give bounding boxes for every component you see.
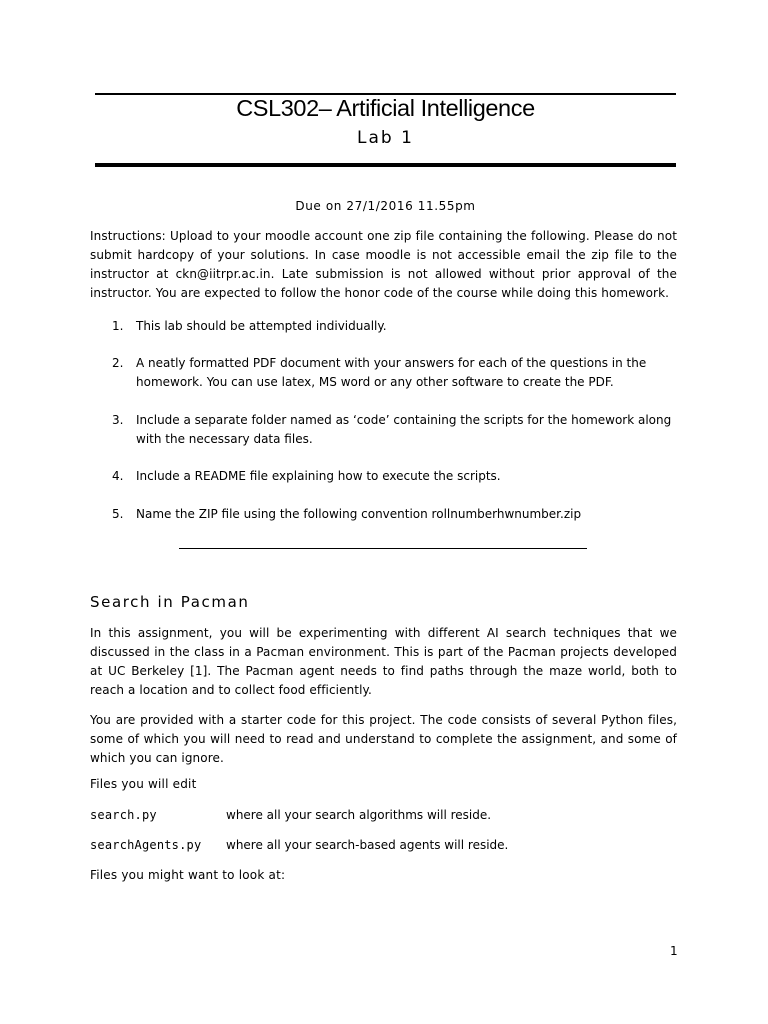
list-item-number: 1. bbox=[112, 319, 124, 333]
course-title: CSL302– Artificial Intelligence bbox=[236, 95, 535, 121]
file-name: search.py bbox=[90, 808, 157, 822]
list-item-number: 3. bbox=[112, 413, 124, 427]
section-heading: Search in Pacman bbox=[90, 593, 250, 611]
starter-code-paragraph: You are provided with a starter code for this project. The code consists of several Python files, some of which you will need to read and understand to complete the assignment, and some of which you can ignore. bbox=[90, 713, 677, 765]
file-description: where all your search-based agents will reside. bbox=[226, 838, 509, 852]
list-item-text: This lab should be attempted individually. bbox=[136, 319, 387, 333]
section-divider bbox=[179, 548, 587, 549]
lab-subtitle: Lab 1 bbox=[357, 128, 414, 148]
list-item-text: Include a separate folder named as ‘code’ containing the scripts for the homework along with the necessary data files. bbox=[136, 413, 672, 446]
list-item-number: 2. bbox=[112, 356, 124, 370]
list-item-text: Include a README file explaining how to execute the scripts. bbox=[136, 469, 501, 483]
list-item-text: Name the ZIP file using the following convention rollnumberhwnumber.zip bbox=[136, 507, 582, 521]
file-name: searchAgents.py bbox=[90, 838, 202, 852]
instructions-paragraph: Instructions: Upload to your moodle account one zip file containing the following. Please do not submit hardcopy of your solutions. In case moodle is not accessible email the zip file to the instructor at ckn@iitrpr.ac.in. Late submission is not allowed without prior approval of the instructor. You are expected to follow the honor code of the course while doing this homework. bbox=[90, 229, 677, 300]
files-edit-label: Files you will edit bbox=[90, 777, 197, 791]
list-item-number: 4. bbox=[112, 469, 124, 483]
file-description: where all your search algorithms will reside. bbox=[226, 808, 492, 822]
title-bottom-rule bbox=[95, 163, 676, 167]
page-number: 1 bbox=[670, 944, 678, 958]
list-item-text: A neatly formatted PDF document with your answers for each of the questions in the homework. You can use latex, MS word or any other software to create the PDF. bbox=[136, 356, 647, 389]
files-look-label: Files you might want to look at: bbox=[90, 868, 286, 882]
list-item-number: 5. bbox=[112, 507, 124, 521]
intro-paragraph: In this assignment, you will be experimenting with different AI search techniques that we discussed in the class in a Pacman environment. This is part of the Pacman projects developed at UC Berkeley [1]. The Pacman agent needs to find paths through the maze world, both to reach a location and to collect food efficiently. bbox=[90, 626, 677, 697]
due-date: Due on 27/1/2016 11.55pm bbox=[295, 199, 476, 213]
